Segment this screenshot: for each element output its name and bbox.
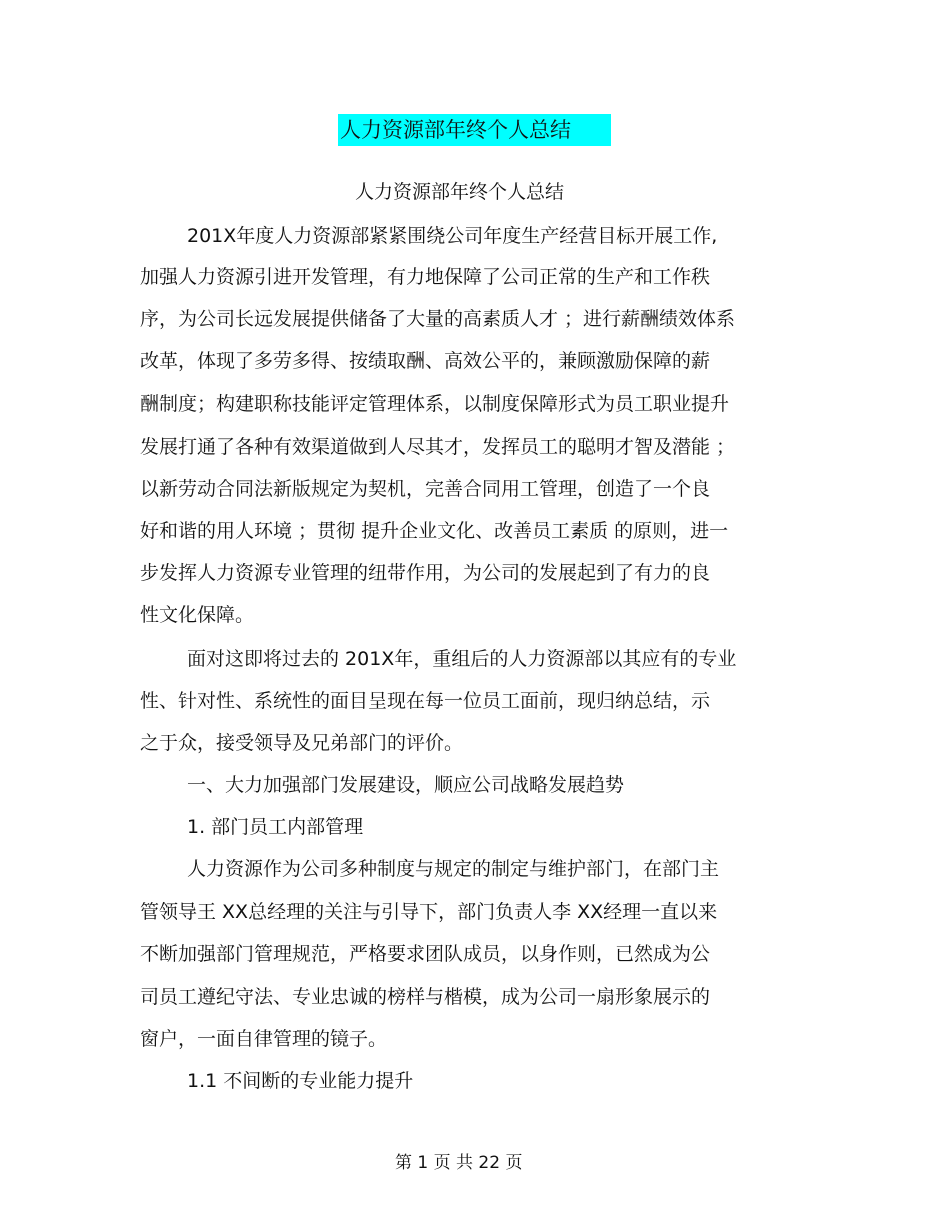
paragraph-line: 改革，体现了多劳多得、按绩取酬、高效公平的，兼顾激励保障的薪 bbox=[140, 350, 711, 372]
paragraph-line: 性、针对性、系统性的面目呈现在每一位员工面前，现归纳总结，示 bbox=[140, 690, 711, 712]
paragraph-line: 步发挥人力资源专业管理的纽带作用，为公司的发展起到了有力的良 bbox=[140, 562, 711, 584]
paragraph-line: 不断加强部门管理规范，严格要求团队成员，以身作则，已然成为公 bbox=[140, 943, 711, 965]
subsection-heading: 1. 部门员工内部管理 bbox=[187, 816, 364, 838]
paragraph-line: 酬制度；构建职称技能评定管理体系，以制度保障形式为员工职业提升 bbox=[140, 393, 730, 415]
paragraph-line: 性文化保障。 bbox=[140, 604, 255, 626]
document-heading: 人力资源部年终个人总结 bbox=[338, 114, 611, 146]
subsection-heading: 1.1 不间断的专业能力提升 bbox=[187, 1070, 414, 1092]
paragraph-line: 发展打通了各种有效渠道做到人尽其才，发挥员工的聪明才智及潜能 ； bbox=[140, 436, 736, 458]
paragraph-line: 以新劳动合同法新版规定为契机，完善合同用工管理，创造了一个良 bbox=[140, 478, 711, 500]
paragraph-line: 管领导王 XX总经理的关注与引导下，部门负责人李 XX经理一直以来 bbox=[140, 901, 718, 923]
document-subtitle: 人力资源部年终个人总结 bbox=[355, 181, 565, 203]
paragraph-line: 之于众，接受领导及兄弟部门的评价。 bbox=[140, 732, 464, 754]
paragraph-line: 面对这即将过去的 201X年，重组后的人力资源部以其应有的专业 bbox=[187, 648, 737, 670]
paragraph-line: 序，为公司长远发展提供储备了大量的高素质人才 ；进行薪酬绩效体系 bbox=[140, 308, 736, 330]
paragraph-line: 加强人力资源引进开发管理，有力地保障了公司正常的生产和工作秩 bbox=[140, 266, 711, 288]
paragraph-line: 窗户，一面自律管理的镜子。 bbox=[140, 1028, 388, 1050]
paragraph-line: 人力资源作为公司多种制度与规定的制定与维护部门，在部门主 bbox=[187, 858, 720, 880]
paragraph-line: 201X年度人力资源部紧紧围绕公司年度生产经营目标开展工作, bbox=[187, 225, 718, 247]
paragraph-line: 司员工遵纪守法、专业忠诚的榜样与楷模，成为公司一扇形象展示的 bbox=[140, 986, 711, 1008]
section-heading: 一、大力加强部门发展建设，顺应公司战略发展趋势 bbox=[187, 774, 625, 796]
paragraph-line: 好和谐的用人环境 ；贯彻 提升企业文化、改善员工素质 的原则，进一 bbox=[140, 520, 729, 542]
page-number-footer: 第 1 页 共 22 页 bbox=[395, 1153, 523, 1173]
